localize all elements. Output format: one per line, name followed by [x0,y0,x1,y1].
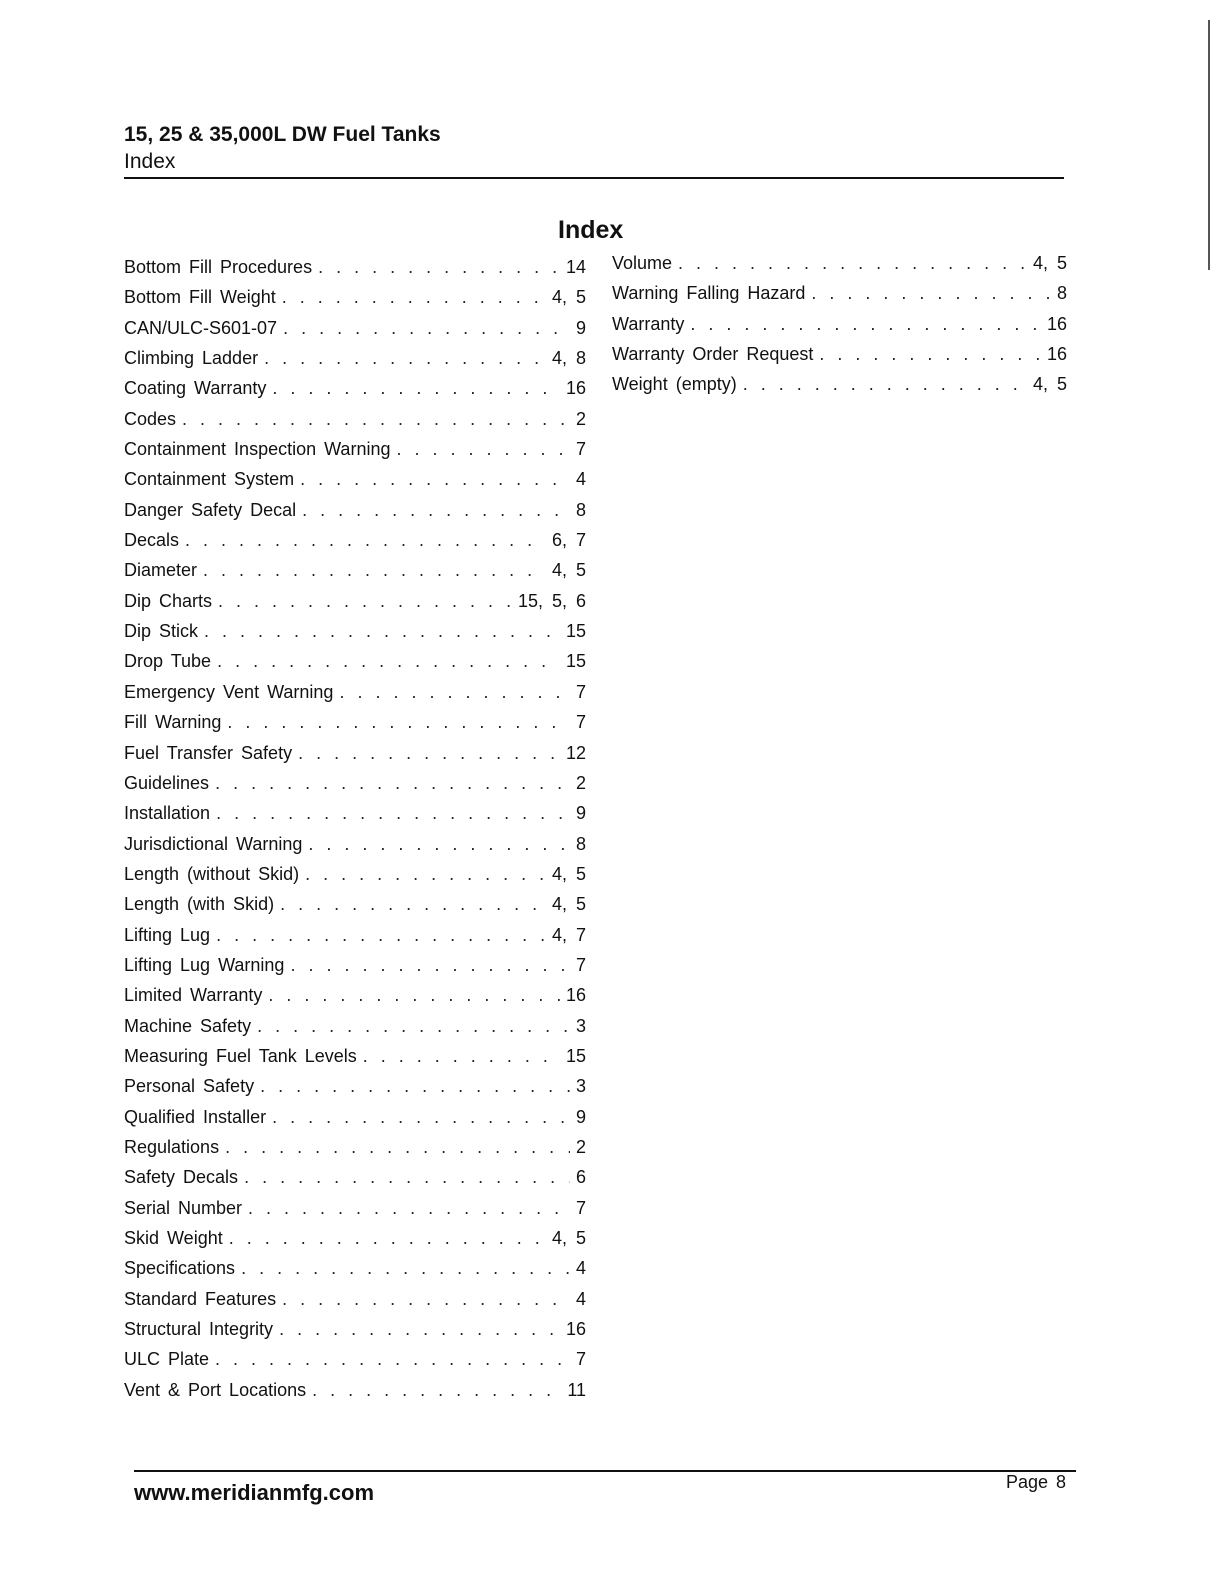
index-entry [124,1132,586,1162]
index-entry [612,369,1067,399]
index-page-ref: 8 [575,833,586,854]
index-term: Personal Safety [124,1076,255,1097]
index-column-left [124,252,586,1405]
index-entry [124,1344,586,1374]
index-term: Skid Weight [124,1228,223,1248]
dot-leader [241,1253,570,1283]
index-term: Warranty Order Request [612,344,814,365]
dot-leader [204,616,560,646]
dot-leader [743,369,1027,399]
index-entry [124,646,586,676]
index-term: Machine Safety [124,1015,252,1036]
index-page-ref: 16 [1046,344,1067,365]
index-term: Emergency Vent Warning [124,681,334,702]
dot-leader [678,248,1027,278]
index-page-ref: 15, 5, 6 [517,590,586,611]
dot-leader [312,1375,561,1405]
index-entry [124,495,586,525]
index-page-ref: 4, 5 [551,1228,586,1248]
index-entry [124,798,586,828]
index-entry [124,1375,586,1405]
dot-leader [268,980,560,1010]
dot-leader [215,1344,570,1374]
dot-leader [290,950,570,980]
index-term: Jurisdictional Warning [124,833,303,854]
dot-leader [302,495,570,525]
index-entry [124,768,586,798]
dot-leader [185,525,546,555]
index-entry [124,859,586,889]
index-page-ref: 7 [575,954,586,975]
index-term: Drop Tube [124,651,212,672]
dot-leader [248,1193,570,1223]
dot-leader [272,373,560,403]
index-entry [124,677,586,707]
index-page-ref: 15 [565,651,586,672]
index-page-ref: 2 [575,772,586,793]
index-page-ref: 3 [575,1015,586,1036]
index-page-ref: 4, 8 [551,348,586,369]
index-page-ref: 8 [1056,283,1067,304]
index-term: Lifting Lug [124,924,211,945]
dot-leader [244,1162,570,1192]
dot-leader [318,252,560,282]
index-entry [612,339,1067,369]
index-entry [124,920,586,950]
index-term: Bottom Fill Weight [124,287,276,308]
dot-leader [283,313,570,343]
index-term: Containment Inspection Warning [124,439,391,460]
index-entry [124,1102,586,1132]
index-term: ULC Plate [124,1349,210,1370]
index-entry [612,248,1067,278]
index-page-ref: 2 [575,1136,586,1157]
dot-leader [282,1284,570,1314]
index-entry [612,309,1067,339]
index-term: Coating Warranty [124,378,267,399]
index-entry [124,1162,586,1192]
dot-leader [225,1132,570,1162]
document-title: 15, 25 & 35,000L DW Fuel Tanks [124,123,441,146]
page-number: Page 8 [1006,1472,1067,1492]
index-page-ref: 4, 5 [551,863,586,884]
index-entry [124,555,586,585]
index-term: Weight (empty) [612,374,737,395]
dot-leader [264,343,546,373]
index-term: Fill Warning [124,712,222,733]
index-column-right [612,248,1067,400]
index-entry [124,434,586,464]
index-page-ref: 4, 5 [1032,374,1067,395]
dot-leader [339,677,570,707]
index-page-ref: 8 [575,499,586,520]
index-term: Bottom Fill Procedures [124,257,313,277]
dot-leader [272,1102,570,1132]
dot-leader [260,1071,570,1101]
index-term: Limited Warranty [124,985,263,1006]
index-entry [124,1071,586,1101]
dot-leader [280,889,546,919]
index-term: Safety Decals [124,1167,239,1188]
index-entry [124,525,586,555]
index-entry [612,278,1067,308]
index-page-ref: 16 [565,985,586,1006]
index-entry [124,373,586,403]
dot-leader [282,282,546,312]
index-heading: Index [558,216,624,244]
index-entry [124,252,586,282]
index-entry [124,586,586,616]
index-entry [124,1253,586,1283]
dot-leader [215,768,570,798]
dot-leader [396,434,570,464]
index-page-ref: 4, 7 [551,924,586,945]
index-entry [124,1223,586,1253]
index-term: Volume [612,253,673,273]
page-header [124,122,1064,176]
index-term: Fuel Transfer Safety [124,742,293,763]
index-entry [124,313,586,343]
index-term: Decals [124,530,180,551]
index-term: Serial Number [124,1197,243,1218]
footer-divider [134,1470,1076,1472]
index-entry [124,1011,586,1041]
index-entry [124,1041,586,1071]
index-page-ref: 11 [567,1379,586,1400]
dot-leader [229,1223,546,1253]
index-term: Lifting Lug Warning [124,954,285,975]
dot-leader [308,829,570,859]
index-term: Warning Falling Hazard [612,283,806,304]
index-page-ref: 7 [575,1197,586,1218]
dot-leader [279,1314,560,1344]
index-term: Diameter [124,560,198,581]
dot-leader [300,464,570,494]
index-term: Length (without Skid) [124,863,300,884]
dot-leader [216,920,546,950]
dot-leader [203,555,546,585]
index-entry [124,343,586,373]
index-term: Qualified Installer [124,1106,267,1127]
index-page-ref: 7 [575,681,586,702]
index-page-ref: 4, 5 [1032,253,1067,273]
dot-leader [811,278,1051,308]
index-entry [124,738,586,768]
index-entry [124,1193,586,1223]
index-page-ref: 7 [575,1349,586,1370]
index-entry [124,464,586,494]
index-page-ref: 9 [575,1106,586,1127]
index-term: Measuring Fuel Tank Levels [124,1045,357,1066]
dot-leader [227,707,570,737]
index-page-ref: 4, 5 [551,560,586,581]
index-page-ref: 15 [565,621,586,642]
dot-leader [216,798,570,828]
index-term: CAN/ULC-S601-07 [124,317,278,338]
index-page-ref: 15 [565,1045,586,1066]
index-page-ref: 4 [575,1258,586,1279]
index-entry [124,980,586,1010]
scan-edge-mark [1208,20,1210,270]
index-term: Danger Safety Decal [124,499,297,520]
index-page-ref: 7 [575,712,586,733]
index-page-ref: 7 [575,439,586,460]
dot-leader [363,1041,560,1071]
index-page-ref: 3 [575,1076,586,1097]
index-page-ref: 16 [565,1319,586,1340]
index-page-ref: 6 [575,1167,586,1188]
index-entry [124,829,586,859]
index-term: Specifications [124,1258,236,1279]
index-term: Regulations [124,1136,220,1157]
index-page-ref: 14 [565,257,586,277]
dot-leader [819,339,1041,369]
index-term: Installation [124,803,211,824]
index-term: Vent & Port Locations [124,1379,307,1400]
dot-leader [305,859,546,889]
index-term: Guidelines [124,772,210,793]
index-page-ref: 12 [565,742,586,763]
index-page-ref: 2 [575,408,586,429]
index-entry [124,1284,586,1314]
index-page-ref: 9 [575,803,586,824]
index-entry [124,889,586,919]
index-page-ref: 16 [565,378,586,399]
dot-leader [182,404,570,434]
section-subtitle: Index [124,150,176,173]
dot-leader [298,738,560,768]
index-page-ref: 4 [575,1288,586,1309]
index-term: Structural Integrity [124,1319,274,1340]
index-page-ref: 9 [575,317,586,338]
index-term: Warranty [612,313,685,334]
index-page-ref: 4 [575,469,586,490]
dot-leader [218,586,512,616]
index-entry [124,1314,586,1344]
dot-leader [690,309,1041,339]
dot-leader [217,646,560,676]
dot-leader [257,1011,570,1041]
index-entry [124,950,586,980]
website-link[interactable]: www.meridianmfg.com [134,1480,375,1505]
index-term: Dip Stick [124,621,199,642]
header-divider [124,177,1064,179]
index-term: Codes [124,408,177,429]
index-entry [124,616,586,646]
index-page-ref: 16 [1046,313,1067,334]
index-term: Dip Charts [124,590,213,611]
index-term: Standard Features [124,1288,277,1309]
index-term: Containment System [124,469,295,490]
index-page-ref: 6, 7 [551,530,586,551]
index-page-ref: 4, 5 [551,894,586,915]
index-entry [124,707,586,737]
index-term: Length (with Skid) [124,894,275,915]
index-term: Climbing Ladder [124,348,259,369]
index-entry [124,282,586,312]
index-entry [124,404,586,434]
index-page-ref: 4, 5 [551,287,586,308]
